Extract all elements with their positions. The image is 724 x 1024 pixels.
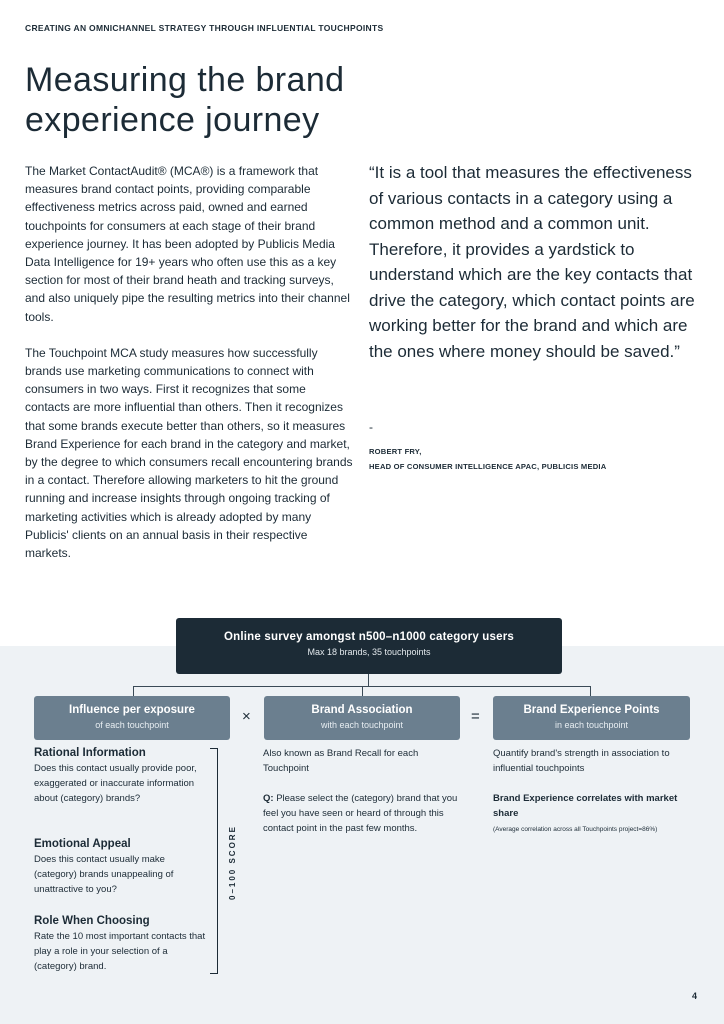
influence-box	[34, 696, 230, 740]
brand-experience-box	[493, 696, 690, 740]
survey-question	[263, 791, 459, 836]
multiply-operator: ×	[242, 708, 251, 725]
survey-title: Online survey amongst n500–n1000 category users	[224, 631, 514, 643]
influence-box-title: Influence per exposure	[69, 704, 195, 716]
brand-association-title: Brand Association	[311, 704, 413, 716]
correlation-note: (Average correlation across all Touchpoints project=86%)	[493, 826, 658, 833]
brand-experience-subtitle: in each touchpoint	[554, 720, 629, 730]
connector-drop-right	[590, 686, 591, 696]
brand-association-subtitle: with each touchpoint	[320, 720, 404, 730]
correlation-block	[493, 791, 693, 837]
brand-experience-title: Brand Experience Points	[523, 704, 660, 716]
body-paragraph-1: The Market ContactAudit® (MCA®) is a framework that measures brand contact points, providing comparable effectiveness metrics across paid, owned and earned touchpoints for consumers at each stage of their brand experience journey. It has been adopted by Publicis Media Data Intelligence for 19+ years who often use this as a key section for most of their brand heath and tracking surveys, and also uniquely pipe the resulting metrics into their channel tools.	[25, 164, 350, 324]
survey-box	[176, 618, 562, 674]
influence-box-subtitle: of each touchpoint	[95, 720, 169, 730]
correlation-statement: Brand Experience correlates with market share	[493, 793, 678, 819]
body-text-column	[25, 162, 353, 580]
page-number: 4	[692, 991, 698, 1001]
question-text: Please select the (category) brand that you feel you have seen or heard of through this contact point in the past few months.	[263, 793, 458, 834]
pull-quote: “It is a tool that measures the effectiveness of various contacts in a category using a common method and a common unit. Therefore, it provides a yardstick to understand which are the key contacts that drive the category, which contact points are working better for the brand and which are the ones where money should be saved.”	[369, 163, 695, 361]
score-label: 0–100 SCORE	[228, 825, 237, 900]
connector-drop-left	[133, 686, 134, 696]
connector-vertical-main	[368, 674, 369, 686]
quote-attribution	[369, 444, 699, 474]
connector-drop-middle	[362, 686, 363, 696]
score-bracket	[210, 748, 218, 974]
factor-emotional-appeal	[34, 838, 209, 897]
brand-association-description	[263, 746, 459, 851]
body-paragraph-2: The Touchpoint MCA study measures how successfully brands use marketing communications to connect with consumers in two ways. First it recognizes that some contacts are more influential than others. Then it recognizes that some brands execute better than others, so it measures Brand Experience for each brand in the category and market, by the degree to which consumers recall encountering brands in a contact. Therefore allowing marketers to hit the ground running and increase insights through ongoing tracking of marketing activities which is already adopted by many Publicis' clients on an annual basis in their respective markets.	[25, 345, 353, 561]
brand-association-box	[264, 696, 460, 740]
title-line-1: Measuring the brand	[25, 61, 345, 99]
factor-title: Rational Information	[34, 747, 146, 759]
factor-role-when-choosing	[34, 915, 209, 974]
quote-author-role: HEAD OF CONSUMER INTELLIGENCE APAC, PUBLICIS MEDIA	[369, 462, 607, 471]
brand-recall-note: Also known as Brand Recall for each Touchpoint	[263, 748, 419, 774]
page-title	[25, 60, 445, 140]
factor-text: Does this contact usually make (category) brands unappealing of unattractive to you?	[34, 854, 174, 895]
factor-title: Emotional Appeal	[34, 838, 131, 850]
brand-experience-description	[493, 746, 693, 837]
factor-text: Rate the 10 most important contacts that play a role in your selection of a (category) brand.	[34, 931, 206, 972]
survey-subtitle: Max 18 brands, 35 touchpoints	[307, 647, 431, 657]
factor-rational-information	[34, 747, 209, 806]
question-label: Q:	[263, 793, 274, 804]
quote-dash: -	[369, 420, 373, 434]
factor-title: Role When Choosing	[34, 915, 150, 927]
factor-text: Does this contact usually provide poor, exaggerated or inaccurate information about (category) brands?	[34, 763, 197, 804]
section-eyebrow: CREATING AN OMNICHANNEL STRATEGY THROUGH INFLUENTIAL TOUCHPOINTS	[25, 23, 384, 33]
title-line-2: experience journey	[25, 101, 320, 139]
brand-strength-note: Quantify brand's strength in association to influential touchpoints	[493, 748, 670, 774]
quote-author: ROBERT FRY,	[369, 447, 422, 456]
equals-operator: =	[471, 708, 480, 725]
